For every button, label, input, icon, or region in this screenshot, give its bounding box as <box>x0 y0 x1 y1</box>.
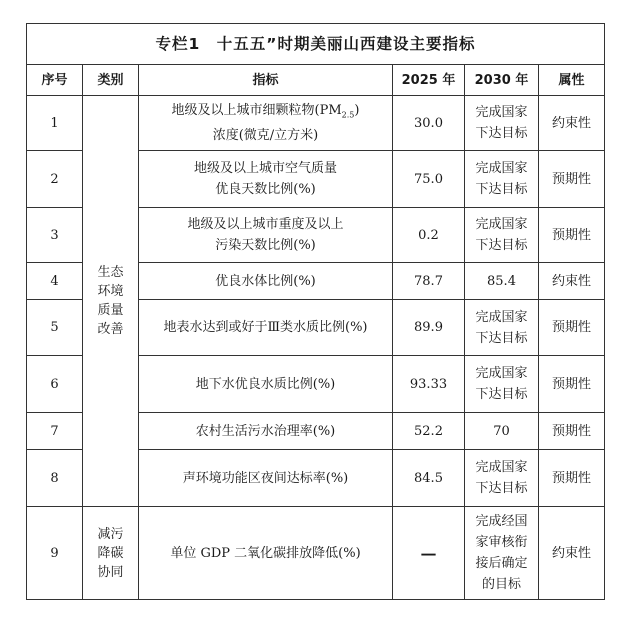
attribute: 约束性 <box>539 507 605 600</box>
row-no: 2 <box>27 151 83 208</box>
value-2025: 84.5 <box>393 450 465 507</box>
attribute: 约束性 <box>539 263 605 300</box>
value-2030: 70 <box>465 413 539 450</box>
row-no: 6 <box>27 356 83 413</box>
indicator-table <box>26 23 605 600</box>
table-row <box>27 96 605 151</box>
indicator-table-container <box>26 23 604 619</box>
value-2025: 30.0 <box>393 96 465 151</box>
value-2025: 52.2 <box>393 413 465 450</box>
header-indicator: 指标 <box>139 65 393 96</box>
attribute: 预期性 <box>539 151 605 208</box>
indicator-text: 浓度(微克/立方米) <box>212 128 319 144</box>
value-2030: 85.4 <box>465 263 539 300</box>
indicator-cell <box>139 208 393 263</box>
header-attribute: 属性 <box>539 65 605 96</box>
header-category: 类别 <box>83 65 139 96</box>
category-text: 减污 <box>97 526 124 542</box>
indicator-text: 地级及以上城市空气质量 <box>193 161 337 176</box>
category-carbon <box>83 507 139 600</box>
indicator-text: 地级及以上城市重度及以上 <box>187 217 344 232</box>
indicator-cell: 地下水优良水质比例(%) <box>139 356 393 413</box>
indicator-text: 地级及以上城市细颗粒物(PM <box>171 102 342 118</box>
category-text: 改善 <box>97 322 124 337</box>
table-title: 专栏1 十五五”时期美丽山西建设主要指标 <box>27 24 605 65</box>
indicator-cell: 单位 GDP 二氧化碳排放降低(%) <box>139 507 393 600</box>
attribute: 预期性 <box>539 356 605 413</box>
attribute: 预期性 <box>539 208 605 263</box>
value-2030: 完成经国 家审核衔 接后确定 的目标 <box>465 507 539 600</box>
indicator-cell <box>139 151 393 208</box>
indicator-cell: 地表水达到或好于Ⅲ类水质比例(%) <box>139 300 393 356</box>
indicator-cell: 声环境功能区夜间达标率(%) <box>139 450 393 507</box>
indicator-cell <box>139 96 393 151</box>
value-2030: 完成国家 下达目标 <box>465 208 539 263</box>
indicator-cell: 农村生活污水治理率(%) <box>139 413 393 450</box>
value-2030: 完成国家 下达目标 <box>465 356 539 413</box>
category-text: 降碳 <box>97 545 124 561</box>
row-no: 1 <box>27 96 83 151</box>
value-2025: 78.7 <box>393 263 465 300</box>
header-2025: 2025 年 <box>393 65 465 96</box>
category-text: 质量 <box>97 303 124 318</box>
attribute: 预期性 <box>539 413 605 450</box>
attribute: 预期性 <box>539 300 605 356</box>
attribute: 预期性 <box>539 450 605 507</box>
table-row <box>27 507 605 600</box>
row-no: 3 <box>27 208 83 263</box>
row-no: 8 <box>27 450 83 507</box>
value-2030: 完成国家 下达目标 <box>465 450 539 507</box>
value-2030: 完成国家 下达目标 <box>465 151 539 208</box>
value-2025: 75.0 <box>393 151 465 208</box>
value-2025: 93.33 <box>393 356 465 413</box>
header-2030: 2030 年 <box>465 65 539 96</box>
header-no: 序号 <box>27 65 83 96</box>
indicator-text: 优良天数比例(%) <box>215 182 316 197</box>
indicator-text: ) <box>354 102 360 118</box>
pm-subscript: 2.5 <box>341 110 355 120</box>
value-2030: 完成国家 下达目标 <box>465 300 539 356</box>
indicator-cell: 优良水体比例(%) <box>139 263 393 300</box>
attribute: 约束性 <box>539 96 605 151</box>
category-eco <box>83 96 139 507</box>
row-no: 5 <box>27 300 83 356</box>
category-text: 协同 <box>97 564 124 580</box>
value-2025: — <box>393 507 465 600</box>
row-no: 4 <box>27 263 83 300</box>
row-no: 7 <box>27 413 83 450</box>
value-2025: 89.9 <box>393 300 465 356</box>
category-text: 环境 <box>97 284 124 299</box>
indicator-text: 污染天数比例(%) <box>215 238 316 253</box>
row-no: 9 <box>27 507 83 600</box>
value-2025: 0.2 <box>393 208 465 263</box>
value-2030: 完成国家 下达目标 <box>465 96 539 151</box>
header-row <box>27 65 605 96</box>
category-text: 生态 <box>97 265 124 280</box>
